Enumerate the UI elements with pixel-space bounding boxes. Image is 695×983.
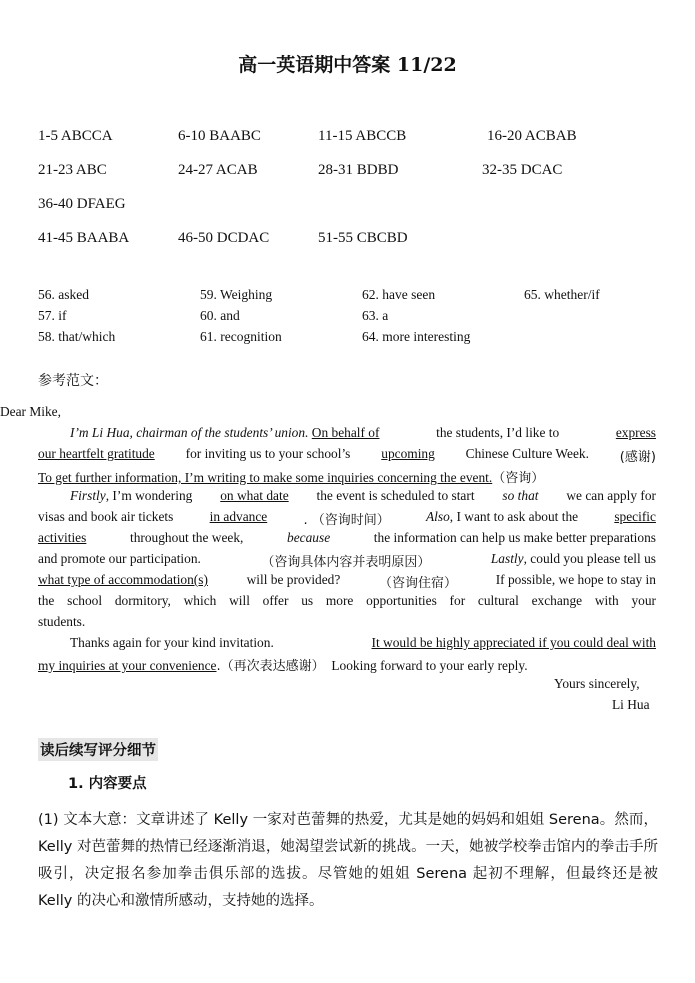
mc-answer: 28-31 BDBD [318,162,399,178]
mc-answer: 24-27 ACAB [178,162,258,178]
fill-answer: 57. if [38,308,67,323]
content-paragraph: (1) 文本大意：文章讲述了 Kelly 一家对芭蕾舞的热爱，尤其是她的妈妈和姐姐 Serena。然而，Kelly 对芭蕾舞的热情已经逐渐消退，她渴望尝试新的挑战。一天，她被学校拳击馆内的拳击手所吸引，决定报名参加拳击俱乐部的选拔。尽管她的姐姐 Serena 起初不理解，但最终还是被 Kelly 的决心和激情所感动，支持她的选择。 [38,812,658,909]
letter-text: specific [614,509,656,524]
letter-text: Looking forward to your early reply. [331,658,528,673]
letter-line: students. [38,614,86,629]
mc-answer: 36-40 DFAEG [38,196,126,212]
letter-text: Chinese Culture Week. [465,446,589,461]
mc-answer: 41-45 BAABA [38,230,130,246]
letter-text: the event is scheduled to start [316,488,475,503]
letter-text: （咨询具体内容并表明原因） [261,555,431,570]
fill-answer: 61. recognition [200,329,282,344]
letter-line [70,425,656,441]
fill-answer: 56. asked [38,287,89,302]
letter-text: express [615,425,656,440]
letter-text: visas and book air tickets [38,509,174,524]
mc-answer: 51-55 CBCBD [318,230,408,246]
letter-text: for inviting us to your school’s [185,446,351,461]
letter-text: （咨询） [492,471,545,486]
letter-text: , I want to ask about the [449,509,579,524]
letter-text: in advance [209,509,268,524]
letter-text: Thanks again for your kind invitation. [70,635,274,650]
subsection-heading: 1. 内容要点 [68,776,147,792]
letter-text: , I’m wondering [105,488,193,503]
mc-answer: 16-20 ACBAB [487,128,577,144]
letter-text: because [287,530,331,545]
letter-text: (感谢) [619,450,656,465]
letter-line [70,488,656,504]
fill-answer: 65. whether/if [524,287,600,302]
letter-line [38,655,656,674]
mc-answer: 21-23 ABC [38,162,107,178]
letter-text: . （咨询时间） [303,513,390,528]
letter-text: my inquiries at your convenience [38,658,217,673]
mc-answer: 46-50 DCDAC [178,230,270,246]
letter-line [38,509,656,528]
letter-text: so that [502,488,539,503]
letter-line [70,635,656,651]
section-heading: 读后续写评分细节 [38,738,158,761]
letter-text: the information can help us make better preparations [373,530,656,545]
fill-answer: 60. and [200,308,240,323]
fill-answer: 63. a [362,308,389,323]
letter-greeting: Dear Mike, [0,404,61,419]
fill-answer: 62. have seen [362,287,436,302]
letter-closing: Yours sincerely, [554,676,640,691]
letter-text: , could you please tell us [523,551,656,566]
letter-text: Lastly [490,551,524,566]
letter-text: I’m Li Hua, chairman of the students’ union. [70,425,309,440]
letter-line [38,551,656,570]
letter-line [38,530,656,546]
letter-signature: Li Hua [612,697,650,712]
letter-text: the students, I’d like to [436,425,560,440]
mc-answer: 6-10 BAABC [178,128,261,144]
letter-line [38,467,656,486]
letter-text: on what date [220,488,289,503]
letter-text: On behalf of [311,425,380,440]
letter-text: Also [425,509,450,524]
letter-line [38,572,656,591]
sample-heading: 参考范文： [38,373,108,389]
letter-text: and promote our participation. [38,551,201,566]
letter-text: If possible, we hope to stay in [495,572,656,587]
letter-text: will be provided? [246,572,341,587]
letter-line: the school dormitory, which will offer us more opportunities for cultural exchange with your [38,593,656,608]
letter-text: upcoming [381,446,435,461]
letter-text: （咨询住宿） [379,576,458,591]
letter-text: our heartfelt gratitude [38,446,155,461]
fill-answer: 59. Weighing [200,287,273,302]
letter-text: throughout the week, [129,530,244,545]
letter-text: we can apply for [566,488,656,503]
page-title: 高一英语期中答案 11/22 [238,54,457,76]
mc-answer: 1-5 ABCCA [38,128,113,144]
letter-text: activities [38,530,87,545]
fill-answer: 58. that/which [38,329,116,344]
fill-answer: 64. more interesting [362,329,471,344]
mc-answer: 11-15 ABCCB [318,128,407,144]
letter-text: .（再次表达感谢） [216,659,325,674]
mc-answer: 32-35 DCAC [482,162,563,178]
letter-text: Firstly [70,488,106,503]
letter-text: It would be highly appreciated if you could deal with [371,635,656,650]
letter-line [38,446,656,465]
letter-text: what type of accommodation(s) [38,572,208,587]
letter-text: To get further information, I’m writing to make some inquiries concerning the event. [38,470,493,485]
